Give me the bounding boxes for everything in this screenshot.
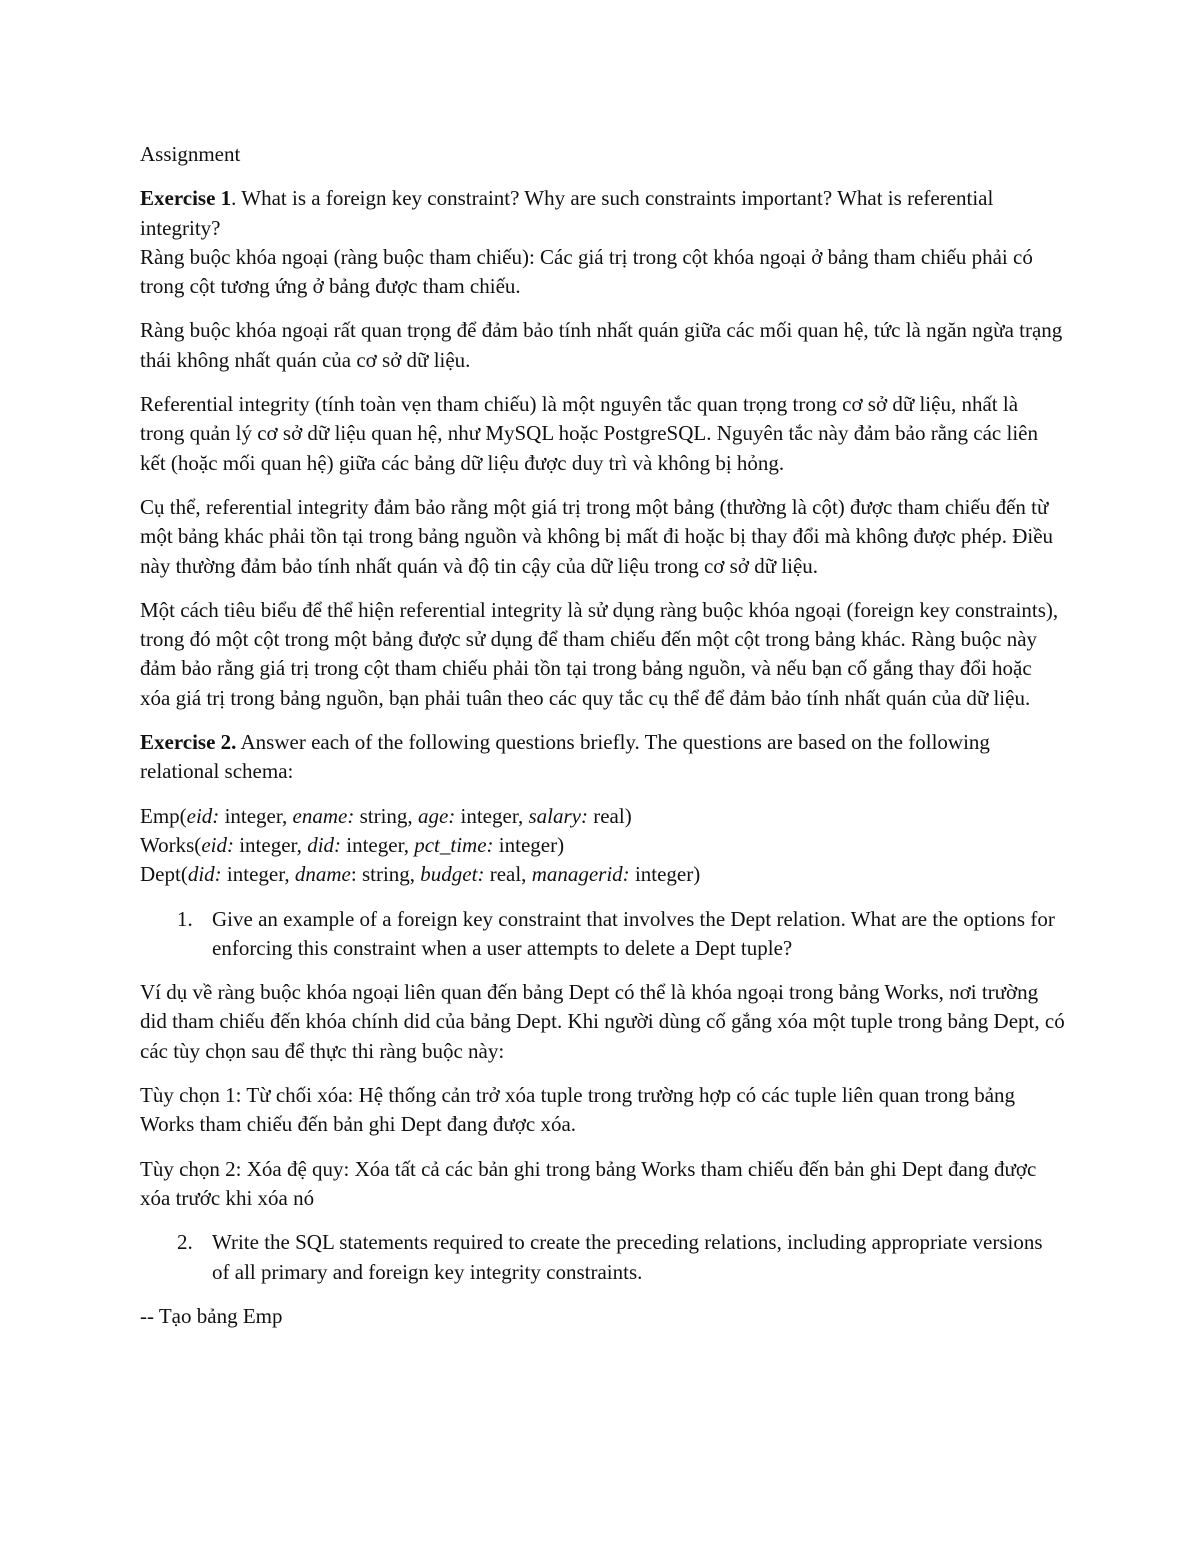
schema-field: pct_time: [414, 832, 494, 857]
question-list-2 [140, 1228, 1065, 1287]
schema-type: integer, [455, 803, 529, 828]
list-item-text: Give an example of a foreign key constraint that involves the Dept relation. What are the options for enforcing this constraint when a user attempts to delete a Dept tuple? [212, 906, 1055, 960]
document-title: Assignment [140, 142, 241, 166]
q1-answer-paragraph: Tùy chọn 2: Xóa đệ quy: Xóa tất cả các bản ghi trong bảng Works tham chiếu đến bản ghi Dept đang được xóa trước khi xóa nó [140, 1156, 1037, 1210]
schema-type: : string, [350, 862, 421, 887]
schema-field: budget: [420, 862, 485, 887]
exercise-1-question [140, 184, 1065, 243]
exercise-2-question [140, 728, 1065, 787]
schema-type: integer, [219, 803, 293, 828]
schema-works [140, 831, 1065, 860]
exercise-1-paragraph: Referential integrity (tính toàn vẹn tham chiếu) là một nguyên tắc quan trọng trong cơ sở dữ liệu, nhất là trong quản lý cơ sở dữ liệu quan hệ, như MySQL hoặc PostgreSQL. Nguyên tắc này đảm bảo rằng các liên kết (hoặc mối quan hệ) giữa các bảng dữ liệu được duy trì và không bị hỏng. [140, 392, 1038, 475]
schema-emp [140, 802, 1065, 831]
schema-field: eid: [201, 832, 234, 857]
q1-answer-paragraph: Tùy chọn 1: Từ chối xóa: Hệ thống cản trở xóa tuple trong trường hợp có các tuple liên quan trong bảng Works tham chiếu đến bản ghi Dept đang được xóa. [140, 1083, 1016, 1137]
schema-type: integer, [233, 832, 308, 857]
schema-field: managerid: [531, 862, 630, 887]
question-list-1 [140, 905, 1065, 964]
exercise-1-paragraph: Cụ thể, referential integrity đảm bảo rằng một giá trị trong một bảng (thường là cột) được tham chiếu đến từ một bảng khác phải tồn tại trong bảng nguồn và không bị mất đi hoặc bị thay đổi mà không được phép. Điều này thường đảm bảo tính nhất quán và độ tin cậy của dữ liệu trong cơ sở dữ liệu. [140, 494, 1054, 578]
schema-type: string, [354, 803, 418, 828]
schema-type: integer) [629, 862, 701, 887]
schema-type: integer, [341, 832, 415, 857]
sql-comment: -- Tạo bảng Emp [140, 1303, 283, 1328]
exercise-2-question-text: Answer each of the following questions briefly. The questions are based on the following relational schema: [140, 730, 990, 784]
list-item-number: 1. [177, 906, 193, 931]
exercise-1-label: Exercise 1 [140, 186, 232, 211]
schema-type: integer) [493, 832, 565, 857]
schema-field: age: [417, 803, 456, 828]
schema-emp-name: Emp( [140, 803, 187, 828]
schema-dept [140, 860, 1065, 889]
schema-works-name: Works( [140, 832, 202, 857]
schema-type: real, [484, 862, 532, 887]
relational-schema [140, 802, 1065, 890]
schema-field: eid: [186, 803, 220, 828]
list-item-text: Write the SQL statements required to create the preceding relations, including appropriate versions of all primary and foreign key integrity constraints. [212, 1230, 1043, 1284]
schema-dept-name: Dept( [140, 862, 188, 887]
list-item-number: 2. [177, 1230, 193, 1255]
q1-answer-paragraph: Ví dụ về ràng buộc khóa ngoại liên quan đến bảng Dept có thể là khóa ngoại trong bảng Works, nơi trường did tham chiếu đến khóa chính did của bảng Dept. Khi người dùng cố gắng xóa một tuple trong bảng Dept, có các tùy chọn sau để thực thi ràng buộc này: [140, 980, 1065, 1063]
schema-field: ename: [292, 803, 355, 828]
schema-field: salary: [528, 803, 588, 828]
schema-field: did: [187, 862, 222, 887]
exercise-1-paragraph: Ràng buộc khóa ngoại rất quan trọng để đảm bảo tính nhất quán giữa các mối quan hệ, tức là ngăn ngừa trạng thái không nhất quán của cơ sở dữ liệu. [140, 318, 1063, 372]
exercise-1-paragraph: Một cách tiêu biểu để thể hiện referential integrity là sử dụng ràng buộc khóa ngoại (foreign key constraints), trong đó một cột trong một bảng được sử dụng để tham chiếu đến một cột trong bảng khác. Ràng buộc này đảm bảo rằng giá trị trong cột tham chiếu phải tồn tại trong bảng nguồn, và nếu bạn cố gắng thay đổi hoặc xóa giá trị trong bảng nguồn, bạn phải tuân theo các quy tắc cụ thể để đảm bảo tính nhất quán của dữ liệu. [140, 597, 1059, 710]
schema-type: integer, [221, 862, 295, 887]
exercise-1-question-text: . What is a foreign key constraint? Why are such constraints important? What is referential integrity? [140, 186, 994, 240]
schema-type: real) [587, 803, 632, 828]
exercise-2-label: Exercise 2. [140, 730, 237, 755]
list-item [140, 1228, 1065, 1287]
schema-field: dname [294, 862, 351, 887]
exercise-1-answer-intro: Ràng buộc khóa ngoại (ràng buộc tham chiếu): Các giá trị trong cột khóa ngoại ở bảng tham chiếu phải có trong cột tương ứng ở bảng được tham chiếu. [140, 244, 1033, 299]
list-item [140, 905, 1065, 964]
schema-field: did: [307, 832, 342, 857]
document-page [140, 140, 1065, 1346]
